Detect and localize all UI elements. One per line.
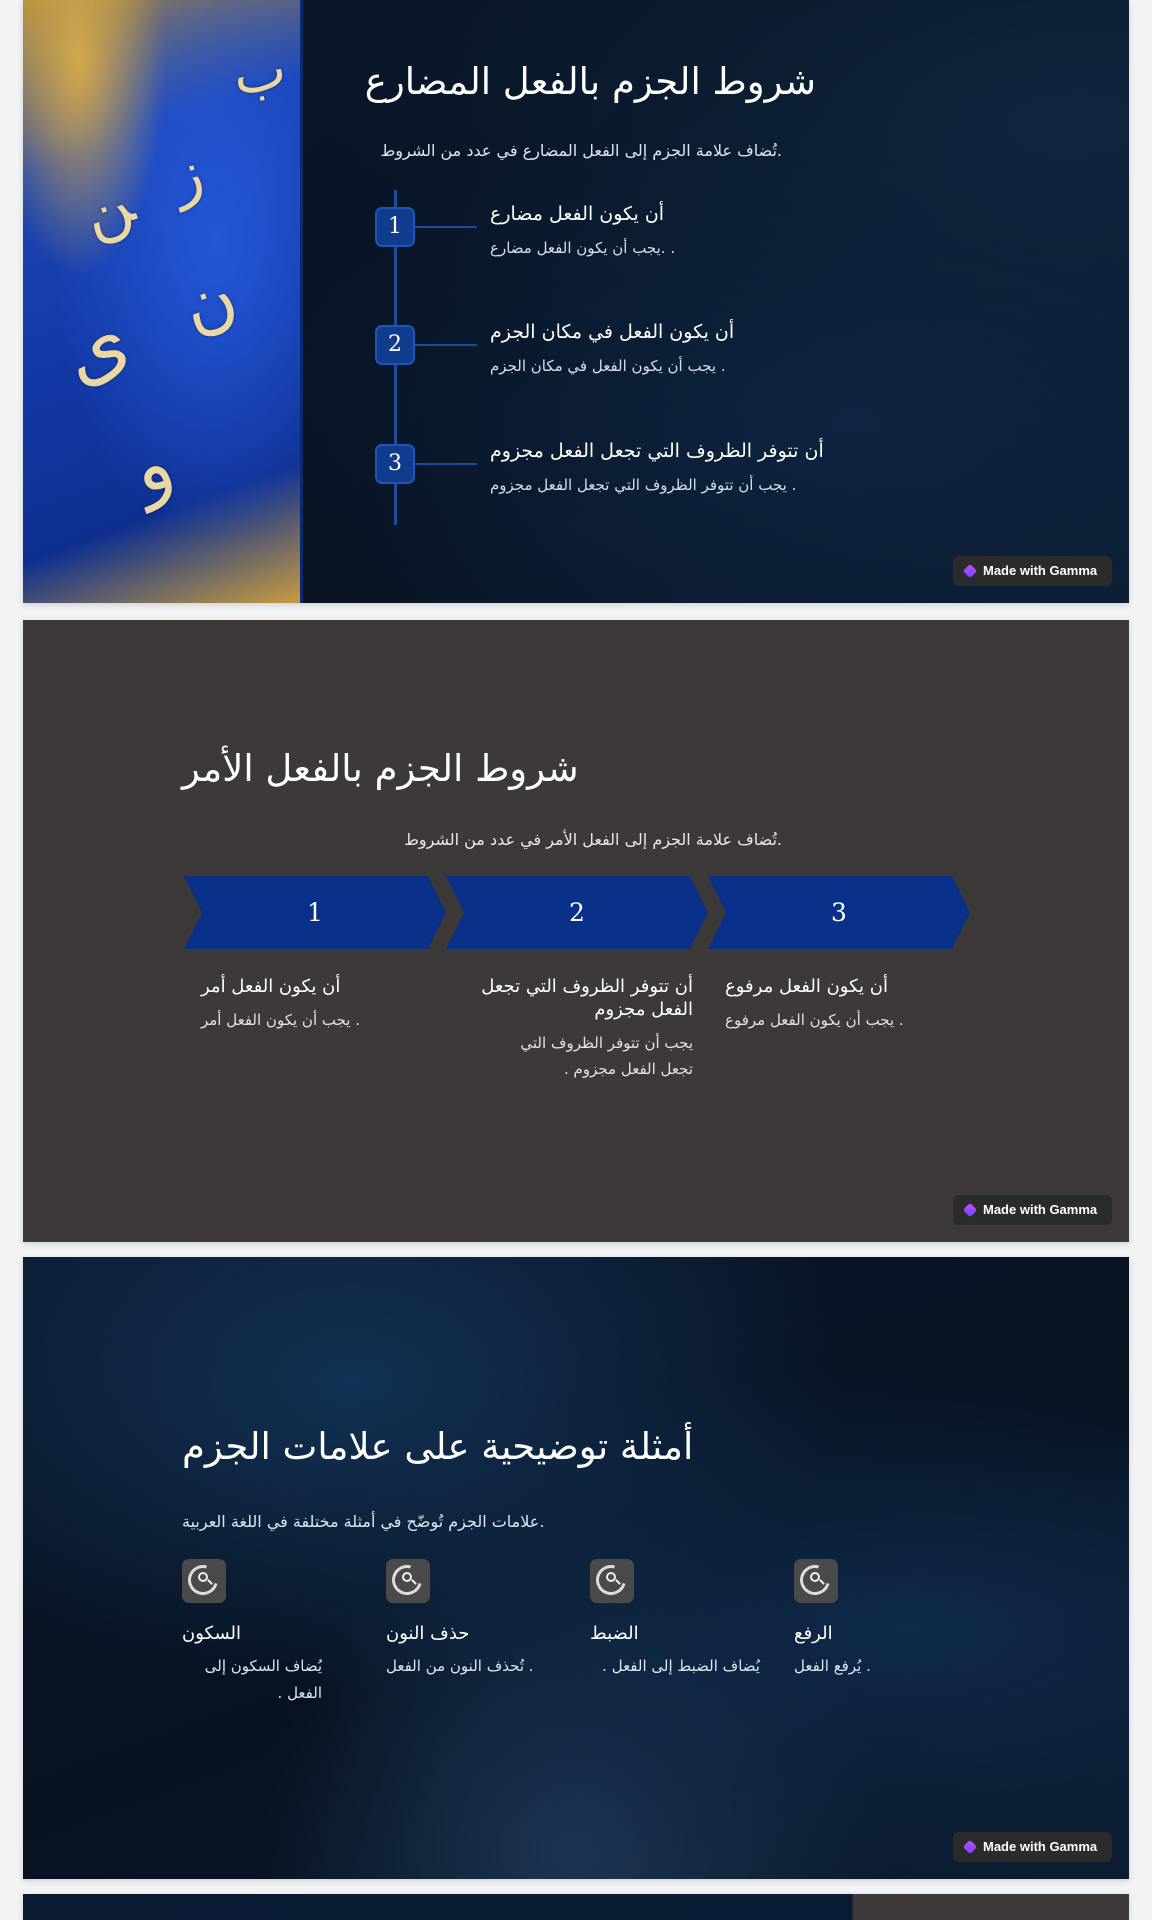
next-slide-preview xyxy=(23,1894,1129,1920)
slide-title: أمثلة توضيحية على علامات الجزم xyxy=(182,1425,694,1468)
timeline-step xyxy=(375,321,775,405)
badge-label: Made with Gamma xyxy=(983,563,1098,578)
example-heading: السكون xyxy=(182,1623,242,1644)
timeline-step xyxy=(375,203,775,287)
example-description: يُضاف السكون إلى الفعل . xyxy=(204,1657,322,1702)
condition-description: . يجب أن يكون الفعل مرفوع xyxy=(725,1011,904,1029)
step-number: 2 xyxy=(375,325,415,365)
example-card xyxy=(590,1559,760,1680)
step-heading: أن يكون الفعل مضارع xyxy=(490,203,665,225)
chevron-step xyxy=(184,876,446,949)
search-icon xyxy=(386,1559,430,1603)
chevron-step xyxy=(446,876,708,949)
example-card xyxy=(182,1559,332,1707)
slide-subtitle: .تُضاف علامة الجزم إلى الفعل المضارع في عدد من الشروط xyxy=(380,141,782,160)
step-description: . .يجب أن يكون الفعل مضارع xyxy=(490,239,676,257)
step-description: . يجب أن تتوفر الظروف التي تجعل الفعل مجزوم xyxy=(490,476,797,494)
example-description: . تُحذف النون من الفعل xyxy=(386,1657,534,1675)
made-with-gamma-button[interactable] xyxy=(953,556,1112,586)
slide-jazm-examples xyxy=(23,1257,1129,1879)
step-description: . يجب أن يكون الفعل في مكان الجزم xyxy=(490,357,726,375)
example-card xyxy=(386,1559,536,1680)
step-heading: أن يكون الفعل في مكان الجزم xyxy=(490,321,735,343)
slide-jazm-mudari xyxy=(23,0,1129,603)
slide-subtitle: .علامات الجزم تُوضّح في أمثلة مختلفة في اللغة العربية xyxy=(182,1512,545,1531)
slide-title: شروط الجزم بالفعل الأمر xyxy=(182,747,579,790)
condition-heading: أن يكون الفعل أمر xyxy=(201,976,341,997)
condition-heading: أن يكون الفعل مرفوع xyxy=(725,976,888,997)
timeline-step xyxy=(375,440,824,524)
chevron-step xyxy=(708,876,970,949)
gamma-logo-icon xyxy=(963,1840,977,1854)
search-icon xyxy=(182,1559,226,1603)
step-heading: أن تتوفر الظروف التي تجعل الفعل مجزوم xyxy=(490,440,824,462)
step-number: 1 xyxy=(307,898,323,927)
condition-heading: أن تتوفر الظروف التي تجعل الفعل مجزوم xyxy=(481,976,693,1020)
badge-label: Made with Gamma xyxy=(983,1839,1098,1854)
step-connector xyxy=(415,226,477,228)
arabic-calligraphy-image: ﻦ ﺯ ﻯ ﻥ ﻭ ﺏ xyxy=(23,0,300,603)
example-card xyxy=(794,1559,944,1680)
made-with-gamma-button[interactable] xyxy=(953,1832,1112,1862)
example-description: يُضاف الضبط إلى الفعل . xyxy=(602,1657,760,1675)
condition-column xyxy=(201,975,431,1033)
step-number: 1 xyxy=(375,207,415,247)
condition-description: يجب أن تتوفر الظروف التي تجعل الفعل مجزوم . xyxy=(520,1034,693,1078)
slide-subtitle: .تُضاف علامة الجزم إلى الفعل الأمر في عدد من الشروط xyxy=(404,830,782,849)
gamma-logo-icon xyxy=(963,1203,977,1217)
example-heading: الرفع xyxy=(794,1623,833,1644)
gamma-logo-icon xyxy=(963,564,977,578)
condition-column xyxy=(725,975,955,1033)
badge-label: Made with Gamma xyxy=(983,1202,1098,1217)
slide-jazm-amr xyxy=(23,620,1129,1242)
step-number: 3 xyxy=(375,444,415,484)
condition-description: . يجب أن يكون الفعل أمر xyxy=(201,1011,361,1029)
example-description: . يُرفع الفعل xyxy=(794,1657,871,1675)
example-heading: الضبط xyxy=(590,1623,639,1644)
step-connector xyxy=(415,463,477,465)
example-heading: حذف النون xyxy=(386,1623,470,1644)
slide-title: شروط الجزم بالفعل المضارع xyxy=(364,60,816,103)
condition-column xyxy=(463,975,693,1082)
step-number: 3 xyxy=(831,898,847,927)
made-with-gamma-button[interactable] xyxy=(953,1195,1112,1225)
search-icon xyxy=(590,1559,634,1603)
step-connector xyxy=(415,344,477,346)
search-icon xyxy=(794,1559,838,1603)
step-number: 2 xyxy=(569,898,585,927)
